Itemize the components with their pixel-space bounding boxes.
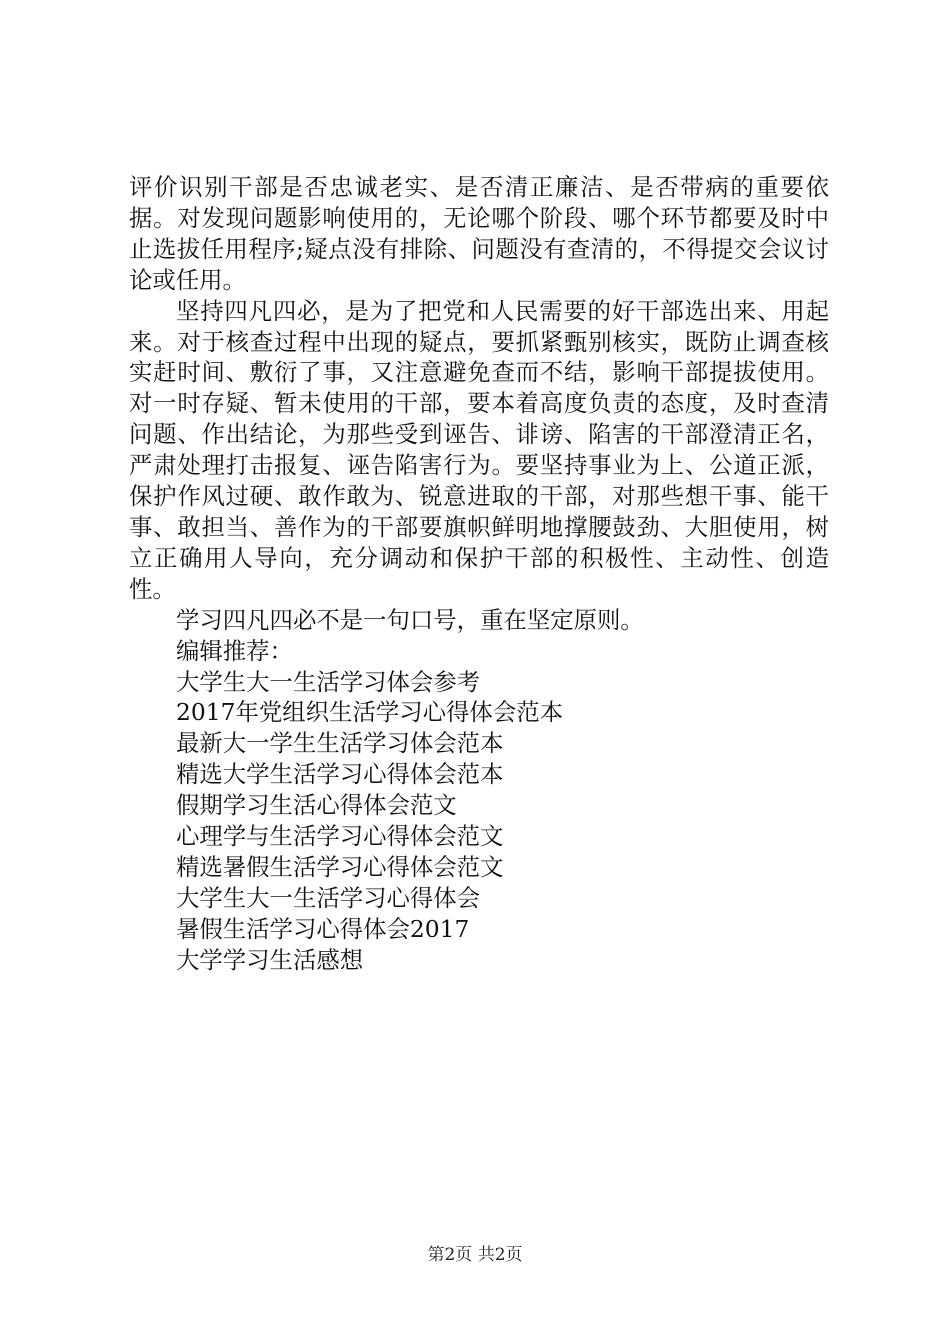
document-body	[129, 172, 829, 976]
recommend-item[interactable]: 精选大学生活学习心得体会范本	[176, 760, 504, 789]
paragraph-continued: 评价识别干部是否忠诚老实、是否清正廉洁、是否带病的重要依据。对发现问题影响使用的，无论哪个阶段、哪个环节都要及时中止选拔任用程序;疑点没有排除、问题没有查清的，不得提交会议讨论或任用。	[129, 173, 829, 294]
recommend-item[interactable]: 精选暑假生活学习心得体会范文	[176, 852, 504, 881]
paragraph-four-principles: 坚持四凡四必，是为了把党和人民需要的好干部选出来、用起来。对于核查过程中出现的疑点，要抓紧甄别核实，既防止调查核实赶时间、敷衍了事，又注意避免查而不结，影响干部提拔使用。对一时存疑、暂未使用的干部，要本着高度负责的态度，及时查清问题、作出结论，为那些受到诬告、诽谤、陷害的干部澄清正名，严肃处理打击报复、诬告陷害行为。要坚持事业为上、公道正派，保护作风过硬、敢作敢为、锐意进取的干部，对那些想干事、能干事、敢担当、善作为的干部要旗帜鲜明地撑腰鼓劲、大胆使用，树立正确用人导向，充分调动和保护干部的积极性、主动性、创造性。	[129, 296, 829, 603]
recommend-list	[129, 667, 829, 976]
recommend-item[interactable]: 大学生大一生活学习心得体会	[176, 883, 481, 912]
recommend-item[interactable]: 最新大一学生生活学习体会范本	[176, 729, 504, 758]
page-footer: 第2页 共2页	[427, 1245, 523, 1265]
recommend-item[interactable]: 大学学习生活感想	[176, 945, 364, 974]
recommend-item[interactable]: 2017年党组织生活学习心得体会范本	[176, 698, 563, 727]
recommend-item[interactable]: 心理学与生活学习心得体会范文	[176, 822, 504, 851]
recommend-item[interactable]: 暑假生活学习心得体会2017	[176, 914, 470, 943]
paragraph-conclusion: 学习四凡四必不是一句口号，重在坚定原则。	[176, 605, 644, 634]
recommend-item[interactable]: 假期学习生活心得体会范文	[176, 791, 457, 820]
recommend-heading: 编辑推荐：	[176, 636, 293, 665]
recommend-item[interactable]: 大学生大一生活学习体会参考	[176, 667, 481, 696]
